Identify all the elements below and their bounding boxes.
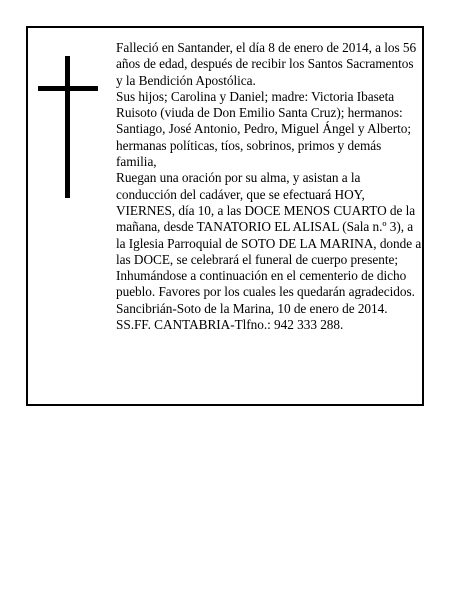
death-announcement: Falleció en Santander, el día 8 de enero de 2014, a los 56 años de edad, después de recibir los Santos Sacramentos y la Bendición Apostólica. — [116, 40, 417, 88]
obituary-notice — [26, 26, 424, 406]
cross-horizontal-bar — [38, 86, 98, 91]
cross-vertical-bar — [65, 56, 70, 198]
funeral-home-contact: SS.FF. CANTABRIA-Tlfno.: 942 333 288. — [116, 317, 344, 333]
family-list: Sus hijos; Carolina y Daniel; madre: Victoria Ibaseta Ruisoto (viuda de Don Emilio Santa Cruz); hermanos: Santiago, José Antonio, Pedro, Miguel Ángel y Alberto; hermanas políticas, tíos, sobrinos, primos y demás familia, — [116, 88, 411, 170]
cross-icon — [38, 56, 98, 198]
notice-text — [116, 40, 422, 333]
place-and-date: Sancibrián-Soto de la Marina, 10 de enero de 2014. — [116, 300, 388, 316]
funeral-details: Ruegan una oración por su alma, y asistan a la conducción del cadáver, que se efectuará HOY, VIERNES, día 10, a las DOCE MENOS CUARTO de la mañana, desde TANATORIO EL ALISAL (Sala n.º 3), a la Iglesia Parroquial de SOTO DE LA MARINA, donde a las DOCE, se celebrará el funeral de cuerpo presente; Inhumándose a continuación en el cementerio de dicho pueblo. Favores por los cuales les quedarán agradecidos. — [116, 170, 422, 300]
